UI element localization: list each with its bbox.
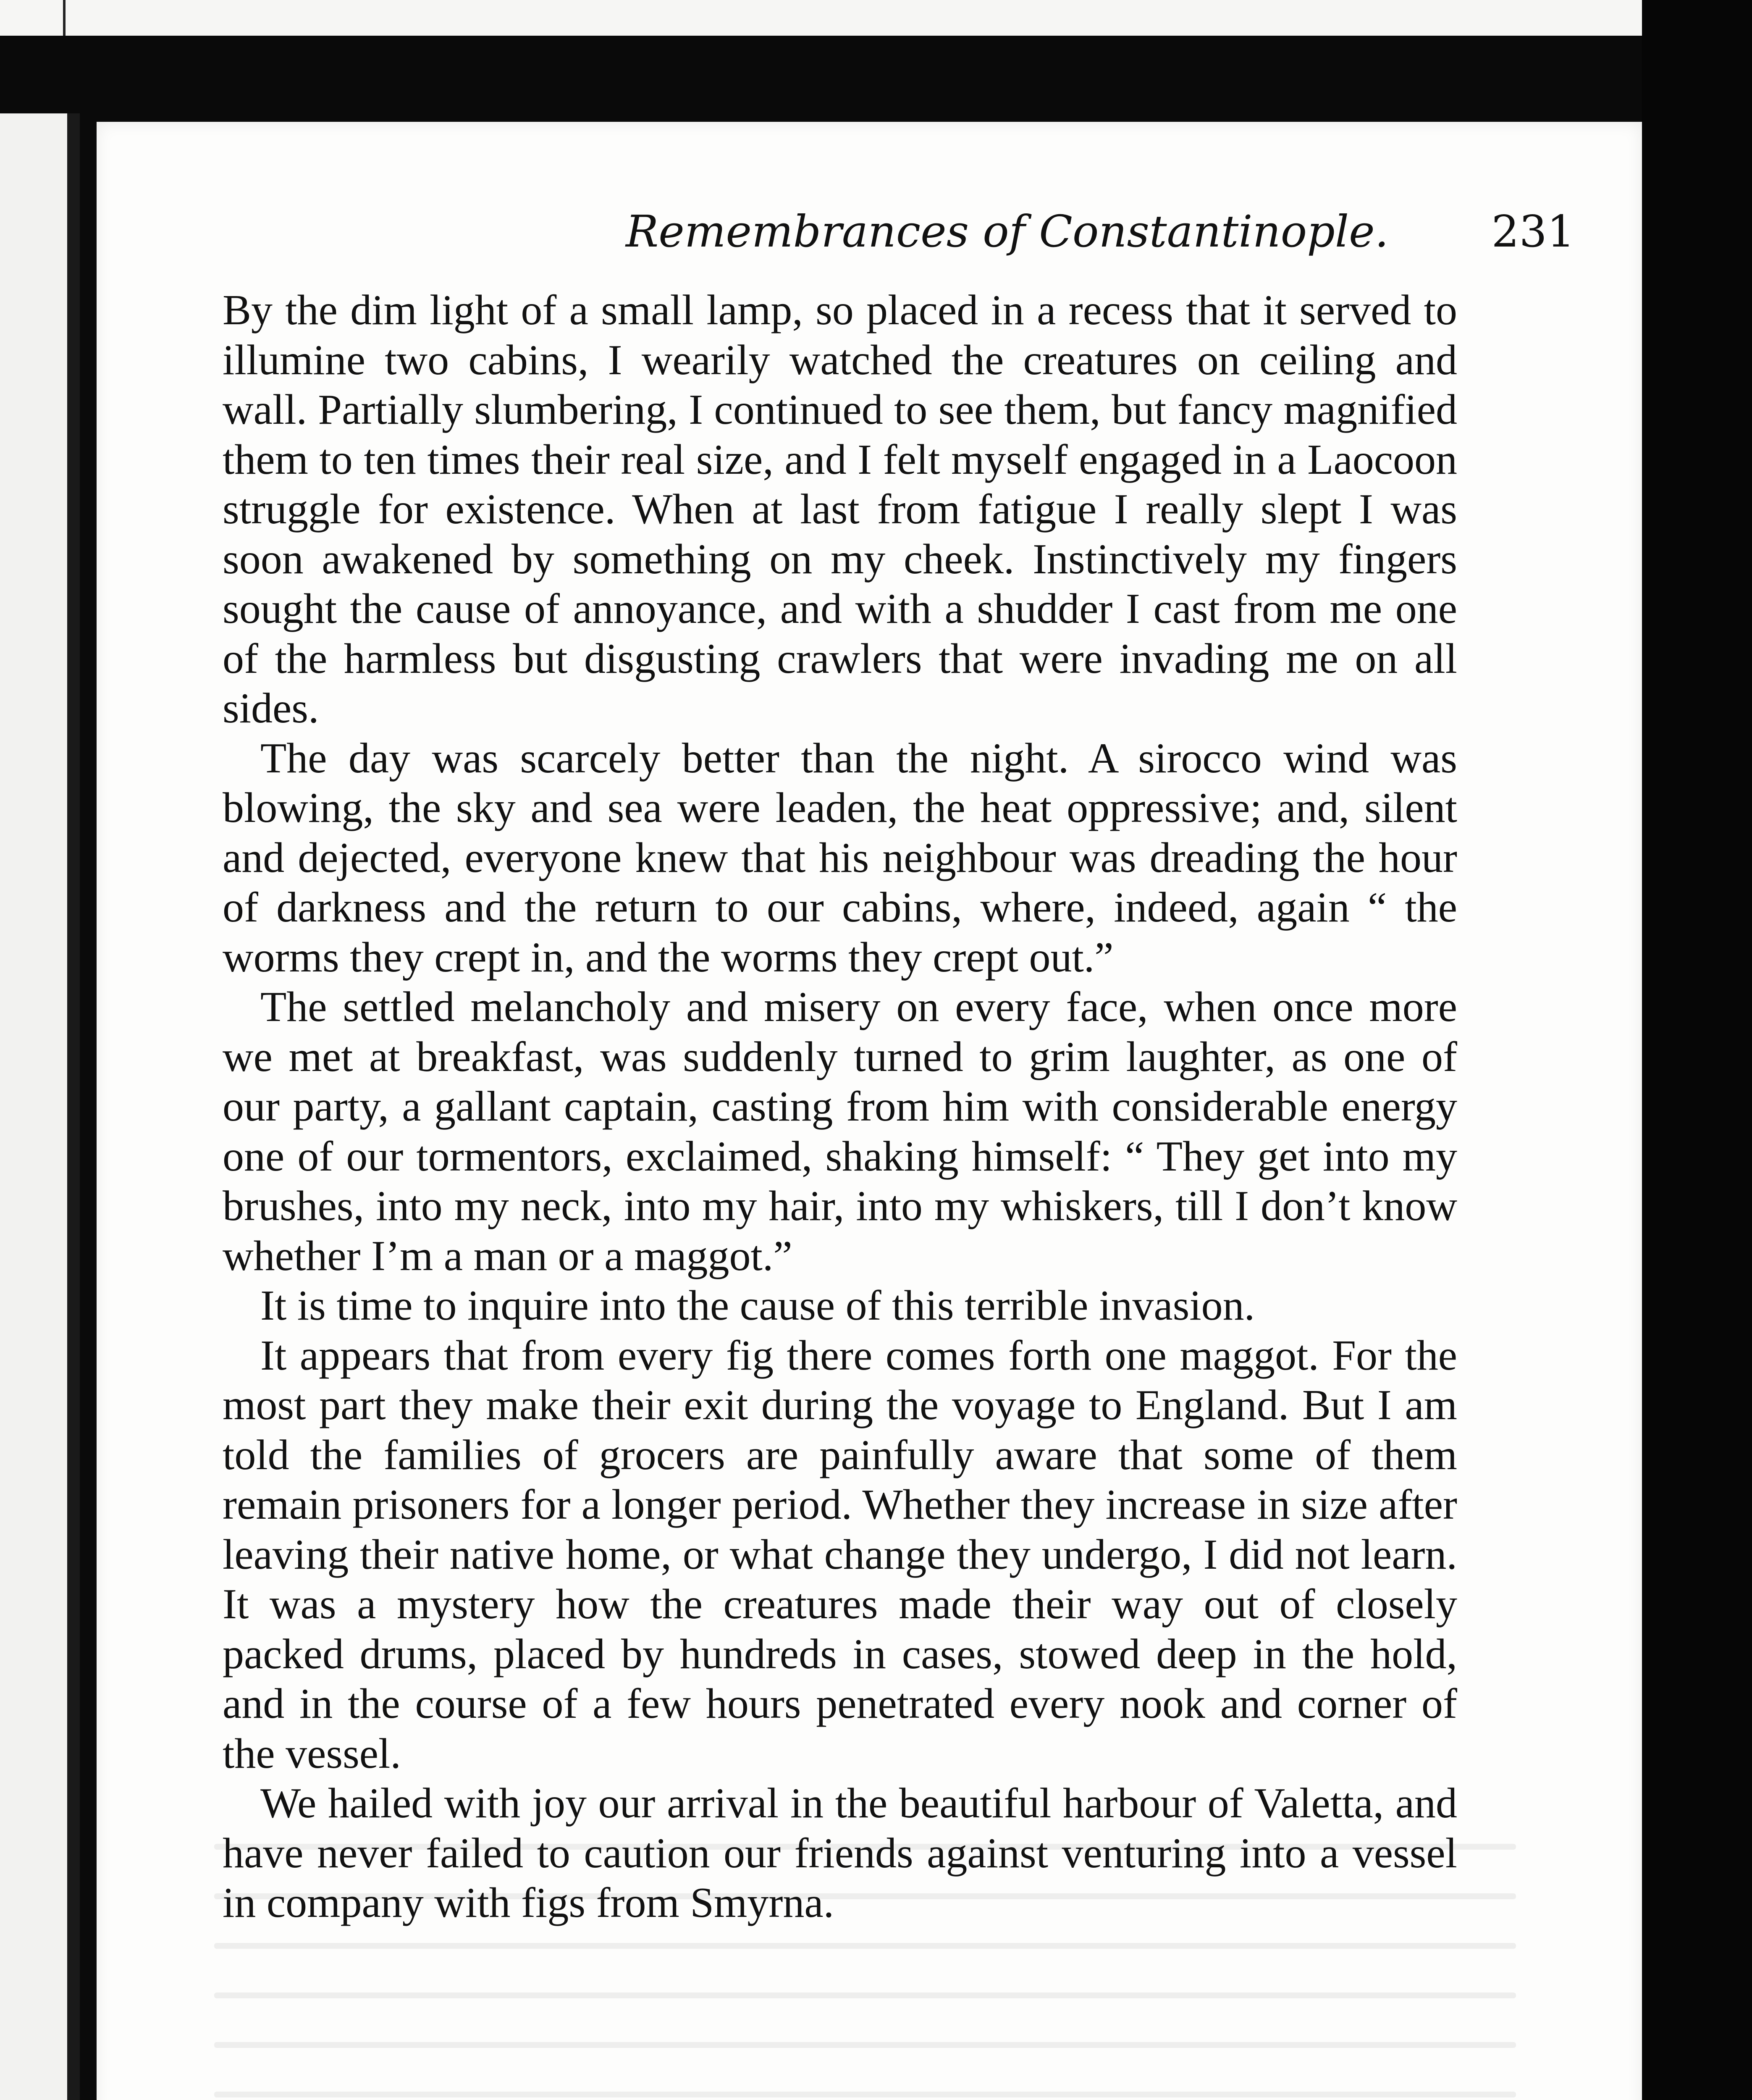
facing-page-edge [0, 113, 80, 2100]
book-page [97, 122, 1642, 2100]
paragraph: We hailed with joy our arrival in the beautiful harbour of Valetta, and have never failed to caution our friends against venturing into a vessel in company with figs from Smyrna. [223, 1780, 1457, 1927]
paragraph: It is time to inquire into the cause of this terrible invasion. [260, 1282, 1255, 1329]
paragraph: It appears that from every fig there comes forth one maggot. For the most part they make their exit during the voyage to England. But I am told the families of grocers are painfully aware that some of them remain prisoners for a longer period. Whether they increase in size after leaving their native home, or what change they undergo, I did not learn. It was a mystery how the creatures made their way out of closely packed drums, placed by hundreds in cases, stowed deep in the hold, and in the course of a few hours penetrated every nook and corner of the vessel. [223, 1331, 1457, 1777]
body-text [223, 286, 1457, 1928]
running-title: Remembrances of Constantinople. [626, 206, 1389, 257]
page-number: 231 [1491, 206, 1575, 257]
book-binding [67, 113, 80, 2100]
paragraph: The settled melancholy and misery on every face, when once more we met at breakfast, was suddenly turned to grim laughter, as one of our party, a gallant captain, casting from him with considerable energy one of our tormentors, exclaimed, shaking himself: “ They get into my brushes, into my neck, into my hair, into my whiskers, till I don’t know whether I’m a man or a maggot.” [223, 983, 1457, 1280]
previous-page-strip [0, 0, 1663, 36]
page-edge-line [63, 0, 66, 36]
paragraph: By the dim light of a small lamp, so placed in a recess that it served to illumine two cabins, I wearily watched the creatures on ceiling and wall. Partially slumbering, I continued to see them, but fancy magnified them to ten times their real size, and I felt myself engaged in a Laocoon struggle for existence. When at last from fatigue I really slept I was soon awakened by something on my cheek. Instinctively my fingers sought the cause of annoyance, and with a shudder I cast from me one of the harmless but disgusting crawlers that were invading me on all sides. [223, 286, 1457, 732]
paragraph: The day was scarcely better than the night. A sirocco wind was blowing, the sky and sea were leaden, the heat oppressive; and, silent and dejected, everyone knew that his neighbour was dreading the hour of darkness and the return to our cabins, where, indeed, again “ the worms they crept in, and the worms they crept out.” [223, 734, 1457, 981]
scan-background [1642, 0, 1752, 2100]
page-header [223, 206, 1575, 260]
